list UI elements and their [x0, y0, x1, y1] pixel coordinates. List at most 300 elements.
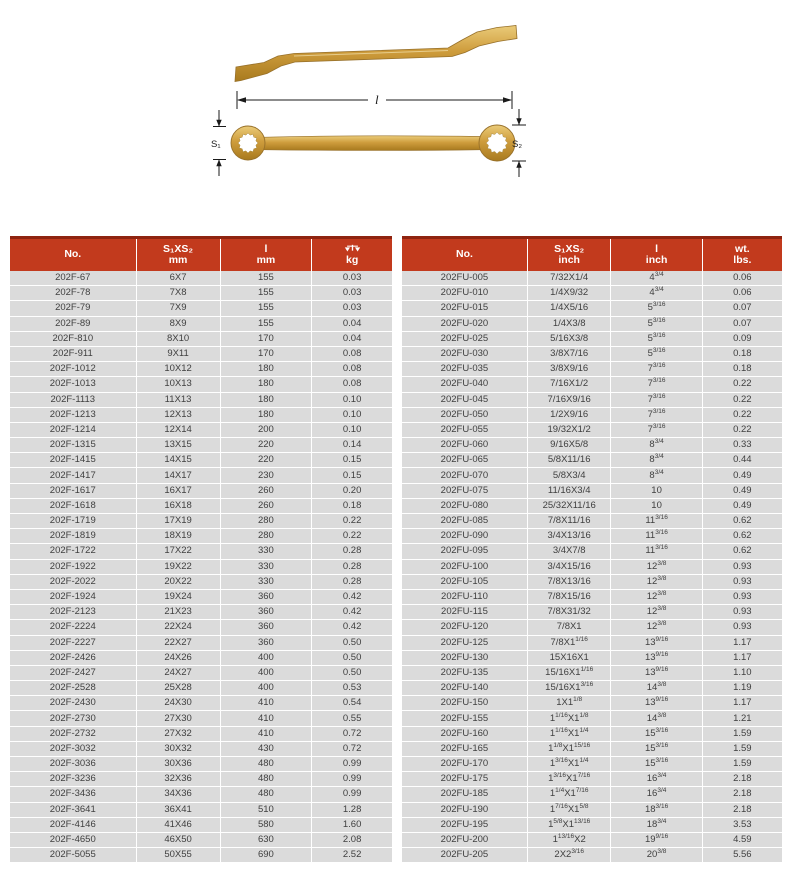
length-label: l	[375, 92, 379, 107]
cell: 202FU-085	[402, 514, 527, 529]
cell: $13^{9/16}$	[611, 650, 702, 665]
table-row	[402, 741, 782, 756]
table-row	[10, 681, 392, 696]
cell: 3/4X13/16	[527, 529, 611, 544]
column-header: l mm	[220, 238, 312, 271]
cell: 202FU-105	[402, 574, 527, 589]
cell: 202F-1719	[10, 514, 136, 529]
cell: 7/8X1	[527, 620, 611, 635]
cell: 202F-1315	[10, 438, 136, 453]
column-header: kg	[312, 238, 392, 271]
cell: 0.93	[702, 574, 782, 589]
cell: 1.28	[312, 802, 392, 817]
cell: 155	[220, 271, 312, 286]
cell: 202F-2528	[10, 681, 136, 696]
cell: 202FU-025	[402, 331, 527, 346]
table-row	[402, 620, 782, 635]
cell: $1^{7/16}X1^{5/8}$	[527, 802, 611, 817]
table-row	[402, 331, 782, 346]
cell: 0.62	[702, 529, 782, 544]
cell: 0.44	[702, 453, 782, 468]
cell: 202FU-115	[402, 605, 527, 620]
cell: 0.08	[312, 377, 392, 392]
table-row	[10, 832, 392, 847]
cell: 8X9	[136, 316, 220, 331]
cell: 0.55	[312, 711, 392, 726]
cell: 202F-2732	[10, 726, 136, 741]
cell: 0.62	[702, 514, 782, 529]
table-row	[402, 589, 782, 604]
wrench-diagram	[0, 0, 790, 232]
cell: 12X14	[136, 422, 220, 437]
table-row	[402, 514, 782, 529]
cell: 0.93	[702, 589, 782, 604]
cell: 7/16X9/16	[527, 392, 611, 407]
table-row	[10, 392, 392, 407]
cell: 202FU-020	[402, 316, 527, 331]
cell: 202F-2730	[10, 711, 136, 726]
table-row	[10, 514, 392, 529]
cell: 202FU-185	[402, 787, 527, 802]
table-row	[10, 422, 392, 437]
table-row	[402, 635, 782, 650]
cell: 202FU-150	[402, 696, 527, 711]
cell: $7^{3/16}$	[611, 422, 702, 437]
table-row	[402, 407, 782, 422]
cell: 1.21	[702, 711, 782, 726]
table-row	[402, 316, 782, 331]
cell: 25/32X11/16	[527, 498, 611, 513]
table-row	[402, 529, 782, 544]
cell: 480	[220, 772, 312, 787]
cell: 202F-89	[10, 316, 136, 331]
s2-label: S₂	[512, 139, 523, 150]
cell: 410	[220, 726, 312, 741]
cell: 360	[220, 635, 312, 650]
cell: 0.42	[312, 589, 392, 604]
cell: 0.93	[702, 559, 782, 574]
table-row	[10, 817, 392, 832]
table-row	[10, 498, 392, 513]
cell: 202FU-055	[402, 422, 527, 437]
cell: 580	[220, 817, 312, 832]
cell: 0.22	[702, 377, 782, 392]
cell: $13^{9/16}$	[611, 696, 702, 711]
cell: $14^{3/8}$	[611, 681, 702, 696]
cell: 3/8X9/16	[527, 362, 611, 377]
table-row	[402, 817, 782, 832]
table-row	[402, 711, 782, 726]
cell: 17X22	[136, 544, 220, 559]
cell: 0.53	[312, 681, 392, 696]
s1-label: S₁	[211, 139, 221, 150]
cell: 202F-3236	[10, 772, 136, 787]
cell: 202FU-095	[402, 544, 527, 559]
cell: 202FU-090	[402, 529, 527, 544]
column-header: S₁XS₂ inch	[527, 238, 611, 271]
cell: $13^{9/16}$	[611, 635, 702, 650]
cell: 18X19	[136, 529, 220, 544]
cell: 202F-3036	[10, 757, 136, 772]
table-row	[402, 787, 782, 802]
cell: 0.06	[702, 286, 782, 301]
cell: 3/4X15/16	[527, 559, 611, 574]
cell: 0.10	[312, 392, 392, 407]
cell: 0.93	[702, 605, 782, 620]
cell: 1.10	[702, 665, 782, 680]
cell: 170	[220, 331, 312, 346]
cell: 9/16X5/8	[527, 438, 611, 453]
cell: 0.33	[702, 438, 782, 453]
column-header: No.	[10, 238, 136, 271]
cell: 2.52	[312, 848, 392, 863]
table-row	[10, 574, 392, 589]
cell: 0.42	[312, 605, 392, 620]
table-row	[10, 286, 392, 301]
cell: $1^{1/16}X1^{1/4}$	[527, 726, 611, 741]
cell: 202F-1922	[10, 559, 136, 574]
cell: 0.22	[312, 514, 392, 529]
table-row	[10, 650, 392, 665]
table-row	[10, 407, 392, 422]
cell: 0.49	[702, 498, 782, 513]
cell: 0.50	[312, 665, 392, 680]
cell: 202F-1415	[10, 453, 136, 468]
cell: 202FU-040	[402, 377, 527, 392]
cell: 180	[220, 392, 312, 407]
cell: 0.49	[702, 468, 782, 483]
cell: $12^{3/8}$	[611, 589, 702, 604]
cell: 202FU-120	[402, 620, 527, 635]
cell: $20^{3/8}$	[611, 848, 702, 863]
cell: 202FU-045	[402, 392, 527, 407]
column-header: l inch	[611, 238, 702, 271]
cell: 410	[220, 696, 312, 711]
cell: 220	[220, 453, 312, 468]
table-row	[402, 301, 782, 316]
cell: 10	[611, 483, 702, 498]
column-header: wt. lbs.	[702, 238, 782, 271]
cell: 0.10	[312, 422, 392, 437]
table-row	[10, 589, 392, 604]
cell: $1^{5/8}X1^{13/16}$	[527, 817, 611, 832]
column-header: No.	[402, 238, 527, 271]
cell: 14X15	[136, 453, 220, 468]
cell: 22X27	[136, 635, 220, 650]
cell: $8^{3/4}$	[611, 468, 702, 483]
cell: 1/4X3/8	[527, 316, 611, 331]
cell: 180	[220, 407, 312, 422]
cell: 16X17	[136, 483, 220, 498]
cell: 202FU-155	[402, 711, 527, 726]
cell: 360	[220, 605, 312, 620]
cell: 202F-2430	[10, 696, 136, 711]
table-row	[402, 392, 782, 407]
cell: 202FU-195	[402, 817, 527, 832]
cell: 15X16X1	[527, 650, 611, 665]
table-row	[402, 498, 782, 513]
cell: $14^{3/8}$	[611, 711, 702, 726]
cell: 202F-78	[10, 286, 136, 301]
cell: 202F-4146	[10, 817, 136, 832]
cell: 36X41	[136, 802, 220, 817]
cell: 19/32X1/2	[527, 422, 611, 437]
table-row	[402, 574, 782, 589]
cell: 202F-1819	[10, 529, 136, 544]
table-row	[402, 544, 782, 559]
cell: $5^{3/16}$	[611, 346, 702, 361]
cell: 4.59	[702, 832, 782, 847]
cell: 202F-1113	[10, 392, 136, 407]
cell: 400	[220, 665, 312, 680]
wrench-top-view	[231, 125, 515, 161]
cell: $1^{13/16}X2$	[527, 832, 611, 847]
table-row	[402, 286, 782, 301]
cell: 22X24	[136, 620, 220, 635]
cell: 260	[220, 483, 312, 498]
cell: 0.14	[312, 438, 392, 453]
cell: 202F-1618	[10, 498, 136, 513]
cell: 0.54	[312, 696, 392, 711]
cell: 202FU-070	[402, 468, 527, 483]
cell: $1X1^{1/8}$	[527, 696, 611, 711]
cell: 0.42	[312, 620, 392, 635]
cell: 50X55	[136, 848, 220, 863]
cell: 10	[611, 498, 702, 513]
cell: $4^{3/4}$	[611, 271, 702, 286]
cell: 0.99	[312, 787, 392, 802]
cell: 7X8	[136, 286, 220, 301]
cell: 360	[220, 589, 312, 604]
table-row	[10, 377, 392, 392]
cell: 0.15	[312, 468, 392, 483]
table-row	[402, 650, 782, 665]
cell: 0.18	[702, 362, 782, 377]
table-row	[402, 832, 782, 847]
cell: $7^{3/16}$	[611, 392, 702, 407]
cell: 1.19	[702, 681, 782, 696]
cell: $4^{3/4}$	[611, 286, 702, 301]
cell: 8X10	[136, 331, 220, 346]
table-row	[10, 544, 392, 559]
table-row	[402, 848, 782, 863]
cell: $1^{3/16}X1^{7/16}$	[527, 772, 611, 787]
cell: 360	[220, 620, 312, 635]
cell: 0.22	[702, 407, 782, 422]
table-row	[10, 635, 392, 650]
cell: $1^{1/8}X1^{15/16}$	[527, 741, 611, 756]
cell: 0.28	[312, 544, 392, 559]
cell: 7/32X1/4	[527, 271, 611, 286]
table-row	[402, 483, 782, 498]
cell: 202F-1417	[10, 468, 136, 483]
cell: 202FU-130	[402, 650, 527, 665]
cell: 1/4X9/32	[527, 286, 611, 301]
cell: 480	[220, 757, 312, 772]
cell: 202FU-075	[402, 483, 527, 498]
cell: $18^{3/4}$	[611, 817, 702, 832]
table-row	[10, 711, 392, 726]
cell: 24X30	[136, 696, 220, 711]
cell: 2.18	[702, 772, 782, 787]
cell: 430	[220, 741, 312, 756]
cell: 7/16X1/2	[527, 377, 611, 392]
cell: 0.09	[702, 331, 782, 346]
table-row	[402, 346, 782, 361]
cell: 0.08	[312, 346, 392, 361]
cell: 0.10	[312, 407, 392, 422]
cell: 202F-1012	[10, 362, 136, 377]
table-row	[10, 787, 392, 802]
table-row	[402, 726, 782, 741]
table-row	[402, 772, 782, 787]
cell: 41X46	[136, 817, 220, 832]
cell: 202FU-100	[402, 559, 527, 574]
cell: 1/2X9/16	[527, 407, 611, 422]
cell: $15^{3/16}$	[611, 741, 702, 756]
cell: 170	[220, 346, 312, 361]
cell: 510	[220, 802, 312, 817]
cell: 14X17	[136, 468, 220, 483]
table-row	[10, 346, 392, 361]
cell: $16^{3/4}$	[611, 772, 702, 787]
cell: 202FU-170	[402, 757, 527, 772]
cell: 30X36	[136, 757, 220, 772]
cell: 202F-67	[10, 271, 136, 286]
table-row	[10, 438, 392, 453]
cell: $13^{9/16}$	[611, 665, 702, 680]
cell: 0.07	[702, 316, 782, 331]
cell: 202FU-135	[402, 665, 527, 680]
cell: $15^{3/16}$	[611, 726, 702, 741]
cell: 202F-1214	[10, 422, 136, 437]
cell: $12^{3/8}$	[611, 559, 702, 574]
cell: 1.59	[702, 726, 782, 741]
table-row	[10, 772, 392, 787]
cell: 202FU-030	[402, 346, 527, 361]
cell: 202F-2022	[10, 574, 136, 589]
cell: 0.18	[312, 498, 392, 513]
cell: $7^{3/16}$	[611, 377, 702, 392]
cell: 1.60	[312, 817, 392, 832]
table-row	[402, 438, 782, 453]
cell: 0.03	[312, 301, 392, 316]
cell: 3/4X7/8	[527, 544, 611, 559]
cell: 202F-1213	[10, 407, 136, 422]
cell: $1^{3/16}X1^{1/4}$	[527, 757, 611, 772]
cell: 630	[220, 832, 312, 847]
cell: 32X36	[136, 772, 220, 787]
cell: $7^{3/16}$	[611, 407, 702, 422]
cell: $2X2^{3/16}$	[527, 848, 611, 863]
table-row	[402, 681, 782, 696]
cell: 27X30	[136, 711, 220, 726]
cell: 202F-3641	[10, 802, 136, 817]
table-row	[402, 453, 782, 468]
cell: 17X19	[136, 514, 220, 529]
cell: $18^{3/16}$	[611, 802, 702, 817]
cell: 5/8X3/4	[527, 468, 611, 483]
imperial-spec-table	[402, 236, 782, 863]
table-row	[10, 802, 392, 817]
cell: 1.17	[702, 635, 782, 650]
cell: 0.22	[702, 392, 782, 407]
cell: $11^{3/16}$	[611, 529, 702, 544]
cell: 7/8X11/16	[527, 514, 611, 529]
cell: 280	[220, 514, 312, 529]
cell: 202F-5055	[10, 848, 136, 863]
table-row	[402, 422, 782, 437]
cell: 0.28	[312, 574, 392, 589]
cell: $7/8X1^{1/16}$	[527, 635, 611, 650]
cell: 220	[220, 438, 312, 453]
cell: 155	[220, 301, 312, 316]
table-row	[402, 362, 782, 377]
cell: 202FU-010	[402, 286, 527, 301]
cell: $15/16X1^{3/16}$	[527, 681, 611, 696]
cell: 6X7	[136, 271, 220, 286]
cell: 5/8X11/16	[527, 453, 611, 468]
cell: $8^{3/4}$	[611, 453, 702, 468]
cell: 155	[220, 316, 312, 331]
cell: 30X32	[136, 741, 220, 756]
cell: 202F-2426	[10, 650, 136, 665]
cell: 16X18	[136, 498, 220, 513]
cell: 202F-2427	[10, 665, 136, 680]
scale-icon	[344, 244, 361, 254]
table-row	[402, 605, 782, 620]
cell: 13X15	[136, 438, 220, 453]
cell: 330	[220, 559, 312, 574]
table-row	[10, 559, 392, 574]
cell: 0.04	[312, 331, 392, 346]
cell: $5^{3/16}$	[611, 301, 702, 316]
cell: 10X12	[136, 362, 220, 377]
table-row	[10, 468, 392, 483]
cell: 202FU-125	[402, 635, 527, 650]
cell: 200	[220, 422, 312, 437]
cell: 5/16X3/8	[527, 331, 611, 346]
cell: 202F-79	[10, 301, 136, 316]
cell: 0.03	[312, 271, 392, 286]
cell: $19^{9/16}$	[611, 832, 702, 847]
cell: 0.50	[312, 635, 392, 650]
table-row	[402, 696, 782, 711]
cell: 34X36	[136, 787, 220, 802]
cell: 7X9	[136, 301, 220, 316]
cell: 0.50	[312, 650, 392, 665]
cell: 202F-810	[10, 331, 136, 346]
table-row	[402, 757, 782, 772]
table-row	[10, 696, 392, 711]
cell: 410	[220, 711, 312, 726]
cell: 19X24	[136, 589, 220, 604]
cell: 180	[220, 362, 312, 377]
cell: 202F-2123	[10, 605, 136, 620]
cell: 2.18	[702, 787, 782, 802]
cell: 9X11	[136, 346, 220, 361]
cell: 0.72	[312, 741, 392, 756]
cell: 202F-2227	[10, 635, 136, 650]
cell: $12^{3/8}$	[611, 620, 702, 635]
cell: 0.93	[702, 620, 782, 635]
cell: 202F-3032	[10, 741, 136, 756]
cell: 202F-1617	[10, 483, 136, 498]
cell: 202FU-050	[402, 407, 527, 422]
table-row	[10, 316, 392, 331]
table-row	[10, 331, 392, 346]
cell: 202FU-015	[402, 301, 527, 316]
